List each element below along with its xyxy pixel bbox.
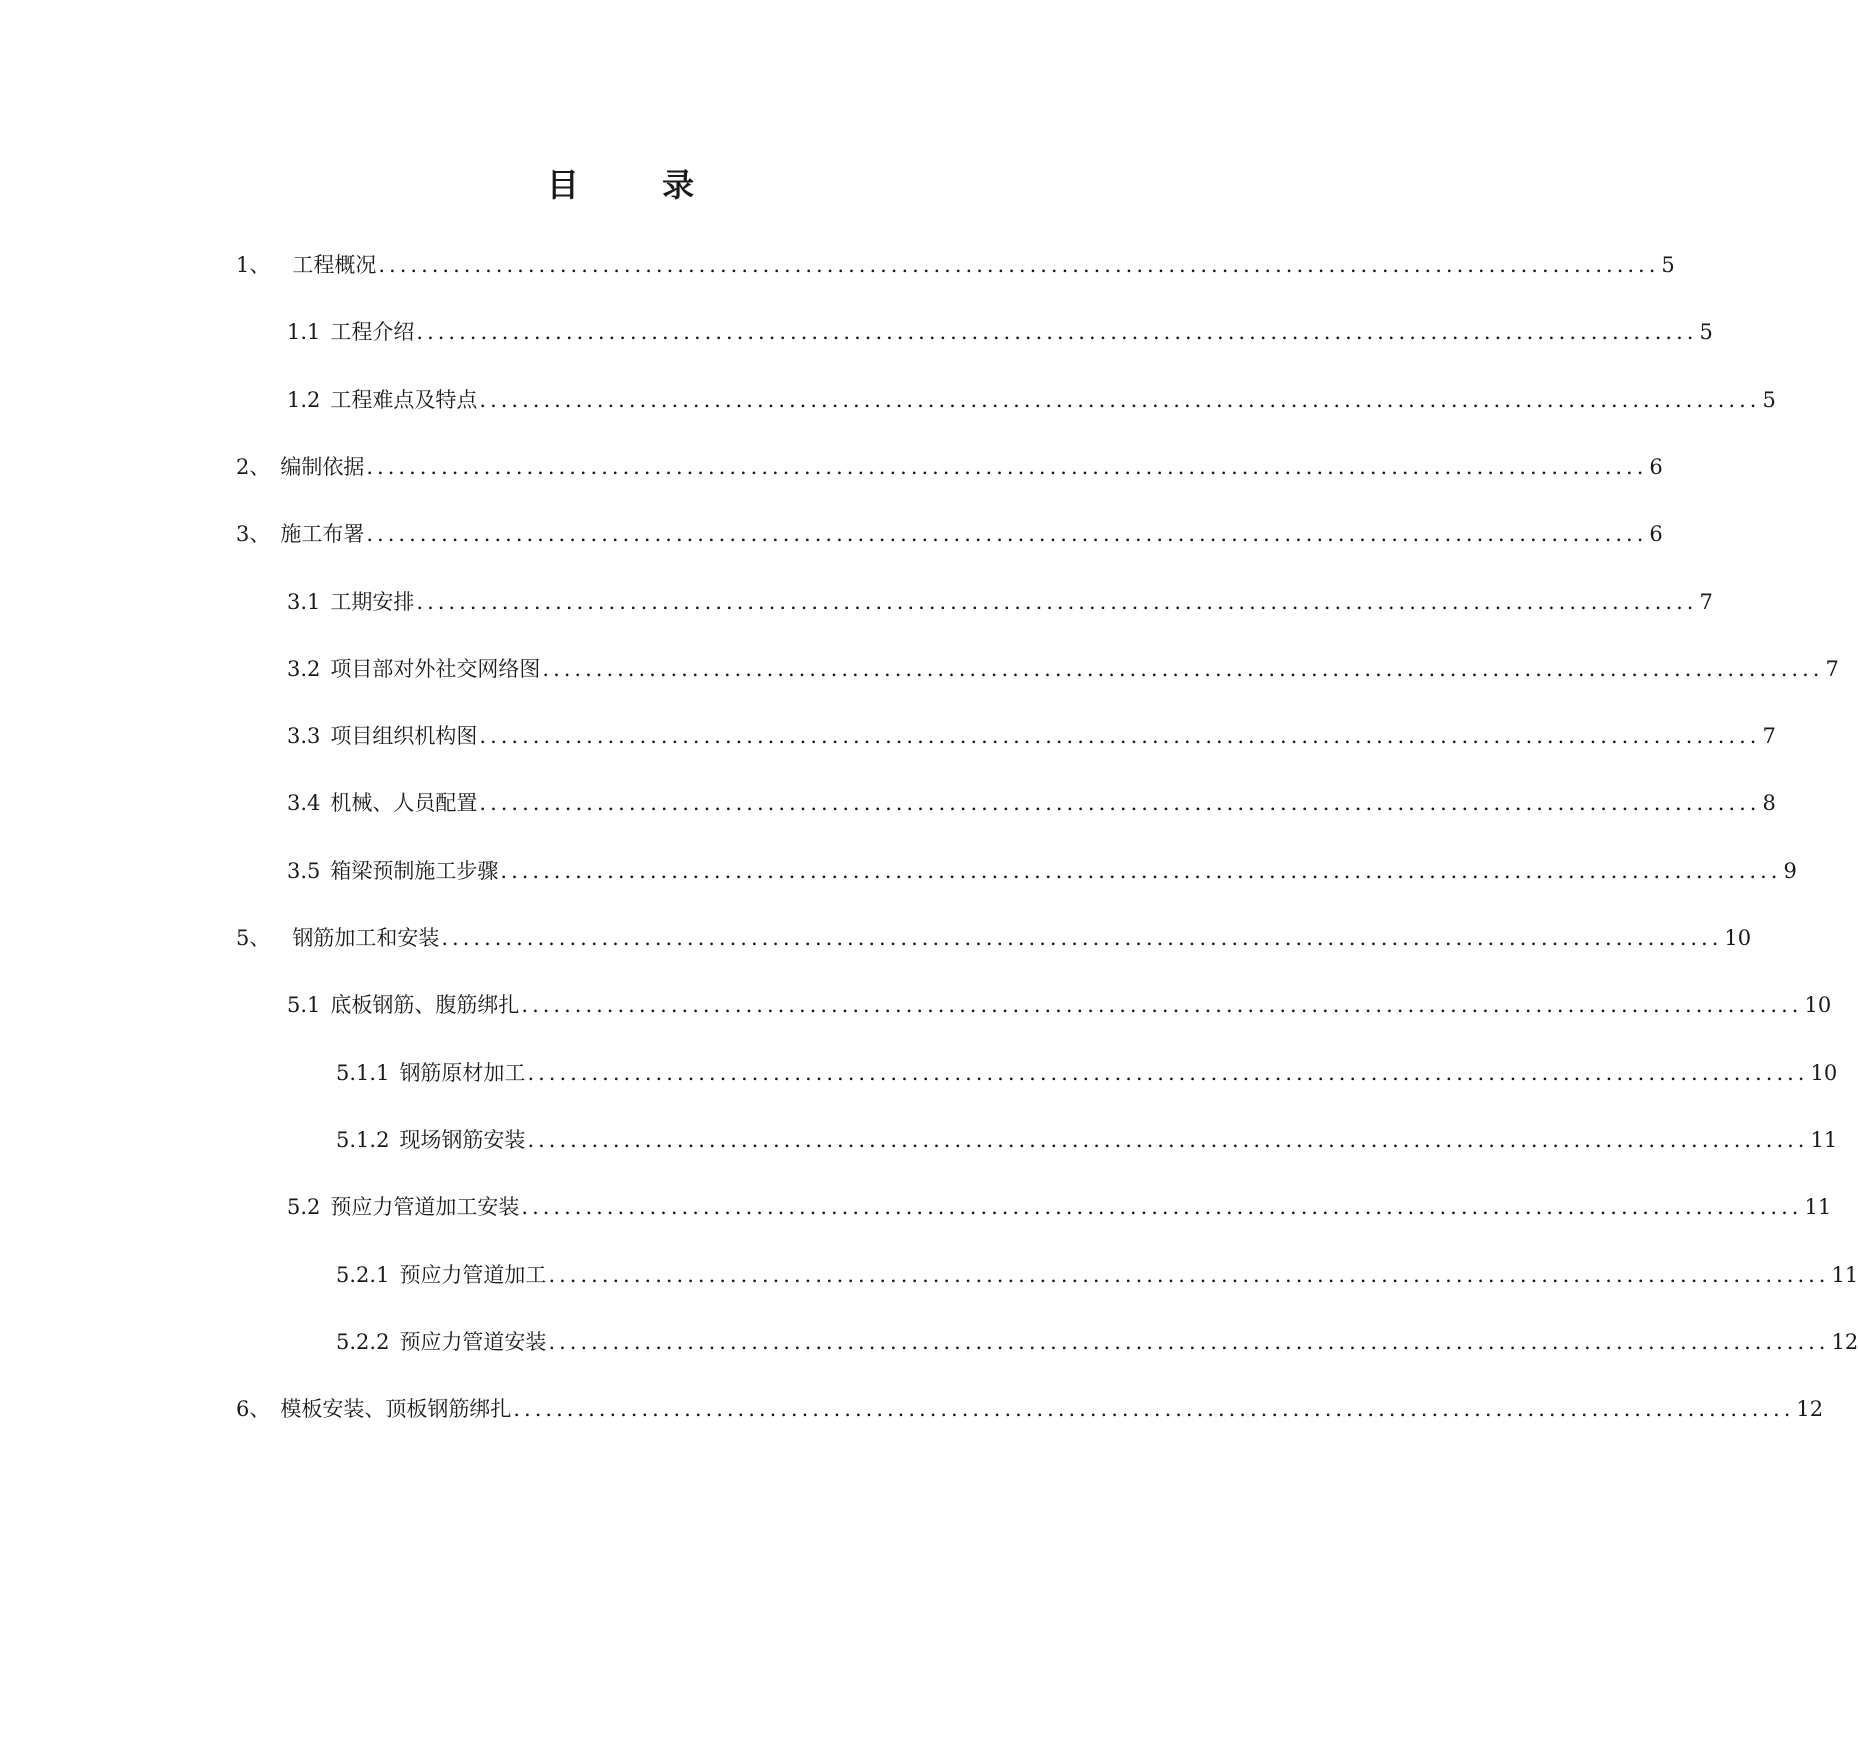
toc-entry[interactable] bbox=[287, 1187, 1832, 1221]
toc-entry-number: 5.1.1 bbox=[336, 1060, 390, 1085]
toc-dot-leader: ........................................................................................................................ bbox=[441, 926, 1723, 950]
toc-entry-label: 工程概况 bbox=[292, 253, 377, 277]
toc-entry-number: 5.2.1 bbox=[336, 1262, 390, 1287]
toc-entry[interactable] bbox=[236, 447, 1663, 481]
toc-entry-page-number: 12 bbox=[1831, 1329, 1858, 1354]
toc-entry[interactable] bbox=[287, 582, 1713, 616]
toc-entry[interactable] bbox=[236, 918, 1752, 952]
toc-entry-label: 底板钢筋、腹筋绑扎 bbox=[330, 993, 520, 1018]
toc-entry-page-number: 8 bbox=[1762, 791, 1776, 816]
toc-dot-leader: ........................................................................................................................ bbox=[479, 387, 1761, 412]
toc-entry-number: 5、 bbox=[236, 926, 271, 950]
toc-title: 目 录 bbox=[546, 166, 731, 204]
toc-entry-page-number: 5 bbox=[1661, 253, 1675, 277]
toc-entry-page-number: 5 bbox=[1762, 387, 1776, 412]
toc-entry[interactable] bbox=[287, 851, 1797, 885]
toc-entry-label: 钢筋加工和安装 bbox=[292, 926, 440, 950]
toc-entry-number: 3、 bbox=[236, 522, 271, 547]
toc-entry-label: 预应力管道加工安装 bbox=[330, 1195, 520, 1220]
toc-entry-number: 3.2 bbox=[287, 656, 321, 681]
toc-entry-number: 3.3 bbox=[287, 724, 321, 749]
toc-entry-number: 3.1 bbox=[287, 589, 321, 614]
toc-entry-label: 工期安排 bbox=[330, 589, 415, 614]
toc-dot-leader: ........................................................................................................................ bbox=[416, 320, 1698, 345]
toc-entry-number: 3.5 bbox=[287, 858, 321, 883]
toc-entry-page-number: 7 bbox=[1825, 656, 1839, 681]
toc-dot-leader: ........................................................................................................................ bbox=[479, 791, 1761, 816]
toc-entry-label: 项目组织机构图 bbox=[330, 724, 478, 749]
toc-entry-label: 工程难点及特点 bbox=[330, 387, 478, 412]
toc-dot-leader: ........................................................................................................................ bbox=[479, 724, 1761, 749]
toc-entry-number: 1.1 bbox=[287, 320, 321, 345]
toc-entry-number: 1.2 bbox=[287, 387, 321, 412]
toc-entry-label: 模板安装、顶板钢筋绑扎 bbox=[280, 1397, 512, 1422]
toc-entry-page-number: 11 bbox=[1810, 1127, 1838, 1152]
toc-entry[interactable] bbox=[336, 1053, 1838, 1087]
toc-entry-number: 3.4 bbox=[287, 791, 321, 816]
toc-entry-label: 预应力管道加工 bbox=[399, 1262, 547, 1287]
toc-entry-page-number: 11 bbox=[1804, 1195, 1832, 1220]
toc-entry[interactable] bbox=[236, 514, 1663, 548]
toc-entry-label: 工程介绍 bbox=[330, 320, 415, 345]
toc-entry-page-number: 6 bbox=[1649, 522, 1663, 547]
toc-entry-page-number: 10 bbox=[1804, 993, 1832, 1018]
toc-dot-leader: ........................................................................................................................ bbox=[416, 589, 1698, 614]
toc-dot-leader: ........................................................................................................................ bbox=[527, 1127, 1809, 1152]
toc-entry-number: 5.1 bbox=[287, 993, 321, 1018]
toc-dot-leader: ........................................................................................................................ bbox=[366, 454, 1648, 479]
toc-entry-number: 5.1.2 bbox=[336, 1127, 390, 1152]
toc-entry-page-number: 7 bbox=[1699, 589, 1713, 614]
toc-entry-label: 现场钢筋安装 bbox=[399, 1127, 526, 1152]
toc-entry[interactable] bbox=[336, 1120, 1838, 1154]
toc-entry[interactable] bbox=[236, 245, 1675, 279]
toc-entry-page-number: 10 bbox=[1810, 1060, 1838, 1085]
toc-entry-label: 钢筋原材加工 bbox=[399, 1060, 526, 1085]
toc-entry[interactable] bbox=[336, 1255, 1858, 1289]
toc-entry[interactable] bbox=[287, 783, 1776, 817]
toc-entry[interactable] bbox=[336, 1322, 1858, 1356]
toc-entry-number: 2、 bbox=[236, 454, 271, 479]
toc-dot-leader: ........................................................................................................................ bbox=[542, 656, 1824, 681]
toc-entry[interactable] bbox=[287, 380, 1776, 414]
toc-entry[interactable] bbox=[287, 649, 1839, 683]
toc-dot-leader: ........................................................................................................................ bbox=[548, 1329, 1830, 1354]
toc-dot-leader: ........................................................................................................................ bbox=[500, 858, 1782, 883]
toc-entry-page-number: 6 bbox=[1649, 454, 1663, 479]
toc-dot-leader: ........................................................................................................................ bbox=[378, 253, 1660, 277]
toc-entry-page-number: 11 bbox=[1831, 1262, 1858, 1287]
toc-entry-page-number: 5 bbox=[1699, 320, 1713, 345]
toc-entry-page-number: 12 bbox=[1796, 1397, 1824, 1422]
toc-entry-label: 箱梁预制施工步骤 bbox=[330, 858, 499, 883]
toc-entry[interactable] bbox=[236, 1389, 1824, 1423]
toc-entry-label: 编制依据 bbox=[280, 454, 365, 479]
toc-entry-number: 1、 bbox=[236, 253, 271, 277]
toc-entry[interactable] bbox=[287, 716, 1776, 750]
toc-entry-page-number: 9 bbox=[1783, 858, 1797, 883]
toc-entry-label: 机械、人员配置 bbox=[330, 791, 478, 816]
toc-dot-leader: ........................................................................................................................ bbox=[513, 1397, 1795, 1422]
toc-entry-label: 预应力管道安装 bbox=[399, 1329, 547, 1354]
toc-entry-page-number: 10 bbox=[1724, 926, 1752, 950]
toc-entry-label: 施工布署 bbox=[280, 522, 365, 547]
toc-entry[interactable] bbox=[287, 312, 1713, 346]
toc-dot-leader: ........................................................................................................................ bbox=[366, 522, 1648, 547]
toc-dot-leader: ........................................................................................................................ bbox=[521, 993, 1803, 1018]
toc-entry[interactable] bbox=[287, 985, 1832, 1019]
toc-entry-label: 项目部对外社交网络图 bbox=[330, 656, 541, 681]
toc-entry-number: 5.2.2 bbox=[336, 1329, 390, 1354]
toc-dot-leader: ........................................................................................................................ bbox=[527, 1060, 1809, 1085]
toc-entry-number: 5.2 bbox=[287, 1195, 321, 1220]
toc-entry-number: 6、 bbox=[236, 1397, 271, 1422]
toc-dot-leader: ........................................................................................................................ bbox=[521, 1195, 1803, 1220]
toc-entry-page-number: 7 bbox=[1762, 724, 1776, 749]
toc-dot-leader: ........................................................................................................................ bbox=[548, 1262, 1830, 1287]
